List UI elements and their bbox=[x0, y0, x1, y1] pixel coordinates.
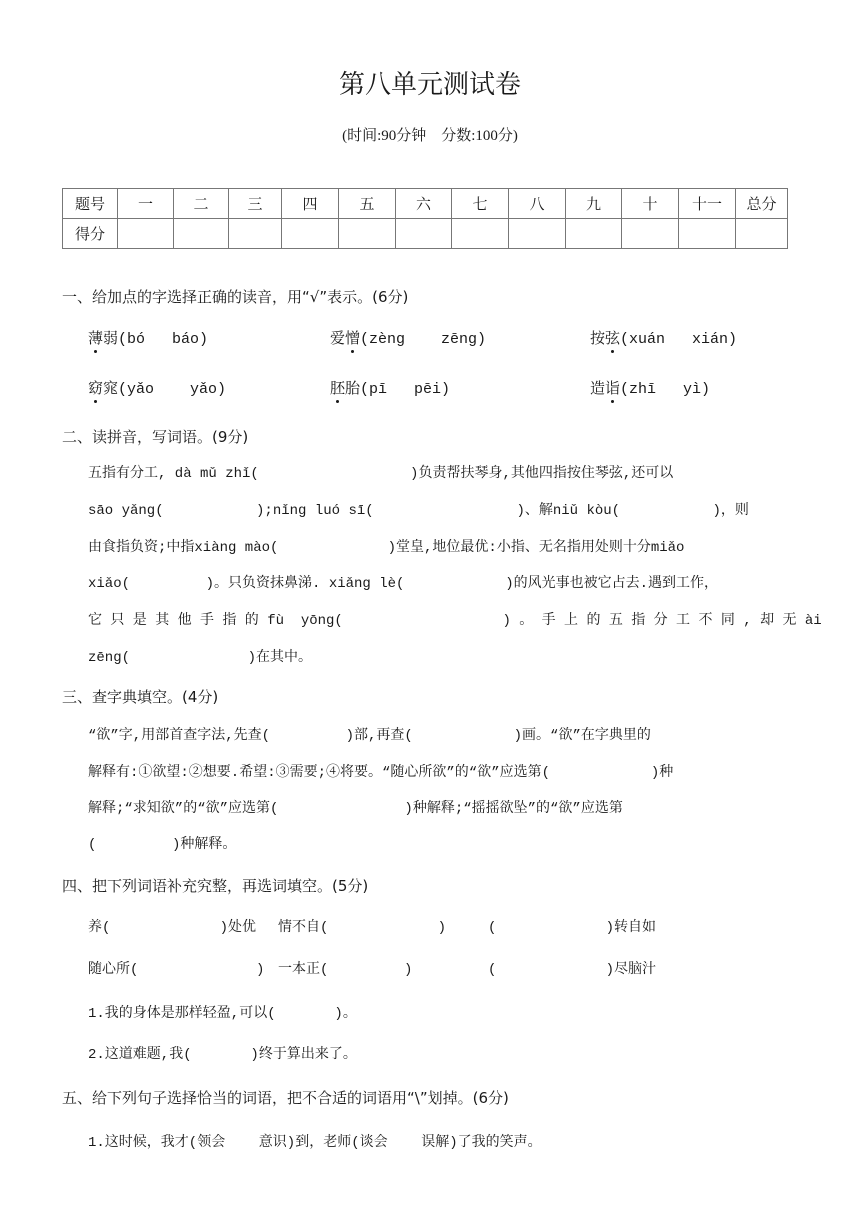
idiom-blank[interactable]: 情不自( ) bbox=[278, 920, 447, 936]
idiom-blank[interactable]: ( )尽脑汁 bbox=[488, 962, 657, 978]
score-input-cell[interactable] bbox=[736, 219, 788, 249]
score-input-cell[interactable] bbox=[339, 219, 396, 249]
table-cell: 六 bbox=[396, 189, 452, 219]
dotted-char: 薄 bbox=[88, 329, 104, 347]
passage-line: 由食指负资;中指xiàng mào( )堂皇,地位最优:小指、无名指用处则十分miǎo bbox=[88, 540, 685, 556]
dotted-char: 憎 bbox=[345, 329, 361, 347]
dotted-char: 窈 bbox=[88, 379, 104, 397]
idiom-blank[interactable]: 养( )处优 bbox=[88, 920, 257, 936]
pinyin-options[interactable]: (pī pēi) bbox=[360, 381, 451, 398]
fill-question[interactable]: 1.我的身体是那样轻盈,可以( )。 bbox=[88, 1006, 357, 1022]
score-input-cell[interactable] bbox=[282, 219, 339, 249]
passage-line: “欲”字,用部首查字法,先查( )部,再查( )画。“欲”在字典里的 bbox=[88, 728, 651, 744]
idiom-blank[interactable]: ( )转自如 bbox=[488, 920, 657, 936]
table-cell: 总分 bbox=[736, 189, 788, 219]
section-heading: 五、给下列句子选择恰当的词语，把不合适的词语用“\”划掉。(6分) bbox=[62, 1089, 509, 1107]
score-table bbox=[62, 188, 788, 249]
pinyin-item: 薄弱(bó báo) bbox=[88, 329, 209, 348]
passage-line: 五指有分工, dà mǔ zhǐ( )负责帮扶琴身,其他四指按住琴弦,还可以 bbox=[88, 466, 674, 482]
pinyin-item: 胚胎(pī pēi) bbox=[330, 379, 451, 398]
score-input-cell[interactable] bbox=[622, 219, 679, 249]
pinyin-item: 按弦(xuán xián) bbox=[590, 329, 738, 348]
score-table-header-row bbox=[63, 189, 788, 219]
passage-line: sāo yǎng( );nǐng luó sī( )、解niǔ kòu( )，则 bbox=[88, 503, 749, 519]
score-input-cell[interactable] bbox=[396, 219, 452, 249]
score-table-score-row bbox=[63, 219, 788, 249]
table-cell: 四 bbox=[282, 189, 339, 219]
passage-line: zēng( )在其中。 bbox=[88, 650, 313, 666]
section-heading: 二、读拼音，写词语。(9分) bbox=[62, 428, 249, 446]
pinyin-options[interactable]: (zhī yì) bbox=[620, 381, 711, 398]
passage-line: ( )种解释。 bbox=[88, 837, 237, 853]
section-heading: 三、查字典填空。(4分) bbox=[62, 688, 219, 706]
score-input-cell[interactable] bbox=[509, 219, 566, 249]
passage-line: 解释;“求知欲”的“欲”应选第( )种解释;“摇摇欲坠”的“欲”应选第 bbox=[88, 801, 623, 817]
table-cell: 五 bbox=[339, 189, 396, 219]
table-cell: 九 bbox=[566, 189, 622, 219]
dotted-char: 诣 bbox=[605, 379, 621, 397]
dotted-char: 弦 bbox=[605, 329, 621, 347]
table-cell: 八 bbox=[509, 189, 566, 219]
section-heading: 一、给加点的字选择正确的读音，用“√”表示。(6分) bbox=[62, 288, 409, 306]
pinyin-options[interactable]: (zèng zēng) bbox=[360, 331, 487, 348]
score-input-cell[interactable] bbox=[229, 219, 282, 249]
passage-line: 它 只 是 其 他 手 指 的 fù yōng( ) 。 手 上 的 五 指 分 工 不 同 , 却 无 ài bbox=[88, 613, 822, 629]
exam-subtitle: (时间:90分钟 分数:100分) bbox=[342, 128, 518, 144]
pinyin-item: 造诣(zhī yì) bbox=[590, 379, 711, 398]
section-heading: 四、把下列词语补充究整，再选词填空。(5分) bbox=[62, 877, 369, 895]
score-input-cell[interactable] bbox=[174, 219, 229, 249]
passage-line: xiǎo( )。只负资抹鼻涕. xiǎng lè( )的风光事也被它占去.遇到工作， bbox=[88, 576, 719, 592]
table-cell: 题号 bbox=[63, 189, 118, 219]
table-cell: 二 bbox=[174, 189, 229, 219]
passage-line: 解释有:①欲望:②想要.希望:③需要;④将要。“随心所欲”的“欲”应选第( )种 bbox=[88, 765, 674, 781]
pinyin-options[interactable]: (xuán xián) bbox=[620, 331, 738, 348]
table-cell: 得分 bbox=[63, 219, 118, 249]
idiom-blank[interactable]: 一本正( ) bbox=[278, 962, 413, 978]
pinyin-options[interactable]: (bó báo) bbox=[118, 331, 209, 348]
score-input-cell[interactable] bbox=[679, 219, 736, 249]
choice-question[interactable]: 1.这时候，我才(领会 意识)到，老师(谈会 误解)了我的笑声。 bbox=[88, 1135, 542, 1151]
score-input-cell[interactable] bbox=[452, 219, 509, 249]
table-cell: 七 bbox=[452, 189, 509, 219]
table-cell: 一 bbox=[118, 189, 174, 219]
dotted-char: 胚 bbox=[330, 379, 346, 397]
table-cell: 十 bbox=[622, 189, 679, 219]
pinyin-item: 爱憎(zèng zēng) bbox=[330, 329, 487, 348]
score-input-cell[interactable] bbox=[566, 219, 622, 249]
table-cell: 三 bbox=[229, 189, 282, 219]
score-input-cell[interactable] bbox=[118, 219, 174, 249]
pinyin-item: 窈窕(yǎo yǎo) bbox=[88, 379, 227, 398]
pinyin-options[interactable]: (yǎo yǎo) bbox=[118, 381, 227, 398]
idiom-blank[interactable]: 随心所( ) bbox=[88, 962, 265, 978]
table-cell: 十一 bbox=[679, 189, 736, 219]
fill-question[interactable]: 2.这道难题,我( )终于算出来了。 bbox=[88, 1047, 357, 1063]
page-title: 第八单元测试卷 bbox=[338, 70, 521, 100]
